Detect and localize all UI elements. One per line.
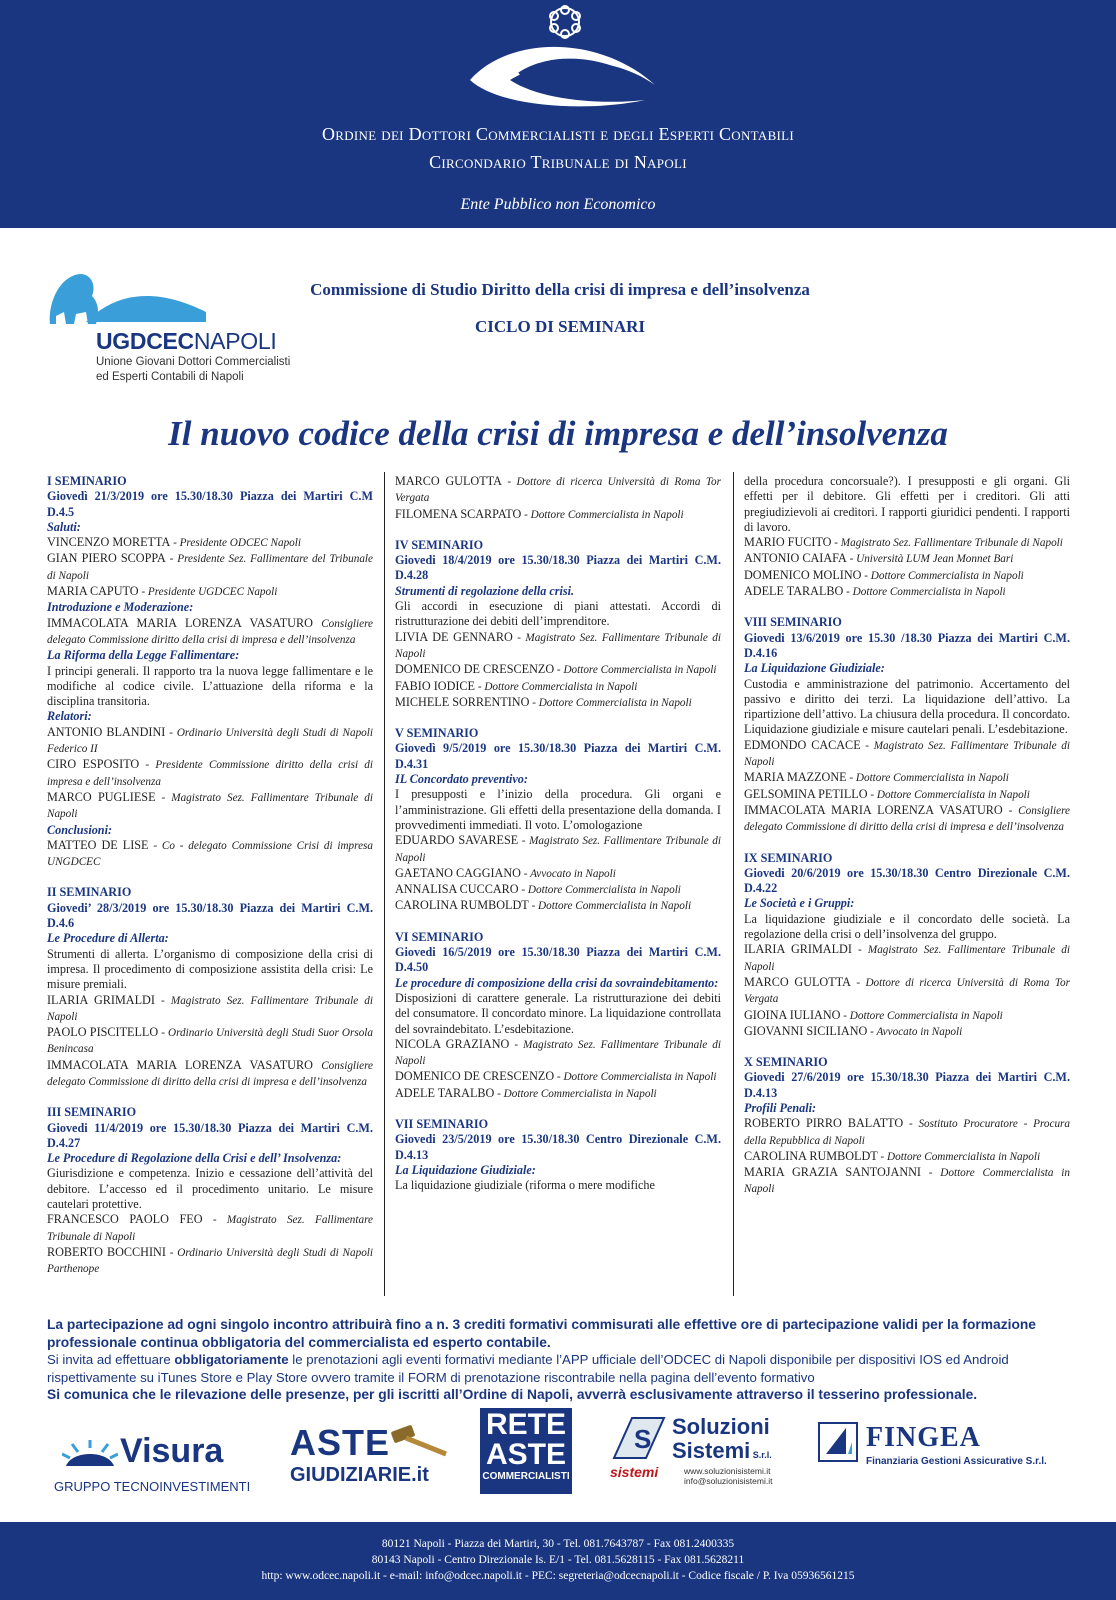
speaker-name: IMMACOLATA MARIA LORENZA VASATURO	[744, 802, 1003, 817]
speaker-entry	[744, 770, 1070, 786]
speaker-name: DOMENICO MOLINO	[744, 567, 862, 582]
fingea-sail-icon	[818, 1422, 858, 1462]
seminar-description: I presupposti e l’inizio della procedura. Gli organi e l’amministrazione. Gli effetti della presentazione della domanda. I provvedimenti immediati. Il voto. L’omologazione	[395, 787, 721, 832]
seminar-topic: Le Procedure di Regolazione della Crisi e dell’ Insolvenza:	[47, 1151, 342, 1166]
seminar-title: IV SEMINARIO	[395, 537, 484, 552]
seminar-topic: Conclusioni:	[47, 822, 113, 837]
speaker-name: EDMONDO CACACE	[744, 737, 861, 752]
seminar-title: II SEMINARIO	[47, 885, 132, 900]
speaker-role: - Dottore Commercialista in Napoli	[475, 680, 638, 693]
seminar-gap	[744, 600, 1070, 615]
seminar-description: La liquidazione giudiziale (riforma o mere modifiche	[395, 1178, 655, 1193]
seminar-description: della procedura concorsuale?). I presupposti e gli organi. Gli effetti per il debitore. Gli effetti per i creditori. Gli atti pregiudizievoli ai creditori. I rapporti giuridici pendenti. I rapporti di lavoro.	[744, 474, 1070, 534]
speaker-role: - Consigliere delegato Commissione di diritto della crisi di impresa e dell’insolvenza	[744, 804, 1070, 834]
speaker-entry	[744, 584, 1070, 600]
seminar-column-2	[395, 474, 721, 1193]
lion-icon	[46, 272, 216, 332]
seminar-title: V SEMINARIO	[395, 726, 479, 741]
speaker-role: - Co - delegato Commissione Crisi di impresa UNGDCEC	[47, 839, 373, 869]
soluzioni-contacts	[684, 1466, 772, 1486]
seminar-gap	[744, 1040, 1070, 1055]
odcec-emblem-icon	[450, 0, 680, 115]
speaker-name: ADELE TARALBO	[744, 584, 844, 599]
speaker-role: - Magistrato Sez. Fallimentare Tribunale di Napoli	[47, 791, 373, 821]
speaker-entry	[47, 1058, 373, 1091]
speaker-role: - Dottore Commercialista in Napoli	[554, 1071, 717, 1084]
speaker-role: - Magistrato Sez. Fallimentare Tribunale di Napoli	[744, 739, 1070, 769]
seminar-gap	[395, 1102, 721, 1117]
commission-title: Commissione di Studio Diritto della crisi di impresa e dell’insolvenza	[310, 280, 810, 299]
speaker-role: - Sostituto Procuratore - Procura della Repubblica di Napoli	[744, 1118, 1070, 1147]
seminar-title: VI SEMINARIO	[395, 929, 484, 944]
seminar-date: Giovedì 21/3/2019 ore 15.30/18.30 Piazza dei Martiri C.M D.4.5	[47, 489, 373, 519]
booking-note	[47, 1351, 1071, 1386]
speaker-entry	[47, 757, 373, 790]
ugdcec-subtitle-2: ed Esperti Contabili di Napoli	[96, 371, 244, 383]
speaker-role: Consigliere delegato Commissione di diritto della crisi di impresa e dell’insolvenza	[47, 1059, 373, 1088]
seminar-title: VIII SEMINARIO	[744, 615, 842, 630]
fingea-subtitle: Finanziaria Gestioni Assicurative S.r.l.	[866, 1456, 1047, 1467]
visura-name: Visura	[120, 1432, 224, 1470]
speaker-name: ANTONIO CAIAFA	[744, 551, 847, 566]
speaker-name: MATTEO DE LISE	[47, 837, 149, 852]
speaker-name: CIRO ESPOSITO	[47, 757, 140, 772]
speaker-name: MARIO FUCITO	[744, 535, 832, 550]
speaker-entry	[395, 1069, 721, 1085]
speaker-role: - Magistrato Sez. Fallimentare Tribunale di Napoli	[395, 1038, 721, 1068]
booking-pre: Si invita ad effettuare	[47, 1352, 175, 1367]
seminar-topic: La Liquidazione Giudiziale:	[395, 1162, 536, 1177]
sponsors-row	[0, 1406, 1116, 1506]
speaker-role: - Magistrato Sez. Fallimentare Tribunale di Napoli	[47, 994, 373, 1023]
seminar-date: Giovedi 27/6/2019 ore 15.30/18.30 Piazza dei Martiri C.M. D.4.13	[744, 1070, 1070, 1100]
speaker-name: GIOVANNI SICILIANO	[744, 1023, 868, 1038]
speaker-name: LIVIA DE GENNARO	[395, 629, 513, 644]
speaker-entry	[395, 882, 721, 898]
speaker-entry	[395, 866, 721, 882]
fingea-name: FINGEA	[866, 1422, 981, 1453]
seminar-description: Disposizioni di carattere generale. La ristrutturazione dei debiti del consumatore. Il concordato minore. La liquidazione controllata del sovraindebitato. L’esdebitazione.	[395, 990, 721, 1036]
speaker-role: - Dottore Commercialista in Napoli	[529, 696, 692, 709]
soluzioni-sistemi-logo	[610, 1414, 790, 1498]
speaker-role: - Dottore Commercialista in Napoli	[843, 586, 1006, 599]
speaker-name: ANTONIO BLANDINI	[47, 724, 166, 739]
booking-bold: obbligatoriamente	[174, 1352, 289, 1367]
seminar-date: Giovedì 9/5/2019 ore 15.30/18.30 Piazza dei Martiri C.M. D.4.31	[395, 741, 721, 771]
credits-note: La partecipazione ad ogni singolo incontro attribuirà fino a n. 3 crediti formativi commisurati alle effettive ore di partecipazione validi per la formazione professionale continua obbligatoria del commercialista ed esperto contabile.	[47, 1317, 1036, 1350]
ente-label: Ente Pubblico non Economico	[460, 196, 656, 213]
soluzioni-sistemi-word: sistemi	[610, 1464, 659, 1480]
speaker-name: ROBERTO PIRRO BALATTO	[744, 1116, 904, 1131]
org-name-line1: Ordine dei Dottori Commercialisti e degli Esperti Contabili	[321, 124, 795, 144]
speaker-name: ILARIA GRIMALDI	[47, 992, 155, 1007]
speaker-role: - Presidente UGDCEC Napoli	[138, 586, 278, 599]
speaker-name: MICHELE SORRENTINO	[395, 694, 530, 709]
seminar-title: III SEMINARIO	[47, 1105, 137, 1120]
speaker-entry	[47, 1212, 373, 1245]
seminar-description: Strumenti di allerta. L’organismo di composizione della crisi di impresa. Il procedimento di composizione assistita della crisi: Le misure premiali.	[47, 946, 373, 992]
column-divider	[733, 472, 734, 1296]
speaker-name: PAOLO PISCITELLO	[47, 1025, 159, 1040]
org-name-line2: Circondario Tribunale di Napoli	[429, 152, 687, 172]
footer-address-1: 80121 Napoli - Piazza dei Martiri, 30 - Tel. 081.7643787 - Fax 081.2400335	[381, 1538, 735, 1550]
speaker-role: - Dottore Commercialista in Napoli	[554, 664, 717, 677]
speaker-entry	[47, 993, 373, 1026]
speaker-name: NICOLA GRAZIANO	[395, 1036, 510, 1051]
speaker-name: IMMACOLATA MARIA LORENZA VASATURO	[47, 1057, 313, 1072]
speaker-name: GIOINA IULIANO	[744, 1007, 841, 1022]
seminar-topic: Relatori:	[47, 709, 92, 724]
soluzioni-name-1: Soluzioni	[672, 1414, 770, 1439]
seminar-topic: Le procedure di composizione della crisi da sovraindebitamento:	[395, 975, 719, 990]
speaker-entry	[47, 838, 373, 871]
speaker-role: - Dottore Commercialista in Napoli	[861, 569, 1024, 582]
seminar-gap	[395, 915, 721, 930]
ugdcec-subtitle-1: Unione Giovani Dottori Commercialisti	[96, 356, 291, 368]
speaker-entry	[395, 898, 721, 914]
speaker-entry	[395, 695, 721, 711]
speaker-name: MARIA MAZZONE	[744, 770, 847, 785]
speaker-role: - Dottore Commercialista in Napoli	[494, 1087, 657, 1100]
speaker-role: - Dottore Commercialista in Napoli	[877, 1150, 1041, 1163]
speaker-role: - Presidente Sez. Fallimentare del Tribunale di Napoli	[47, 553, 373, 582]
speaker-entry	[47, 584, 373, 600]
speaker-name: ILARIA GRIMALDI	[744, 942, 852, 957]
soluzioni-name-2-main: Sistemi	[672, 1438, 751, 1463]
seminar-description: Giurisdizione e competenza. Inizio e cessazione dell’attività del debitore. L’accesso ed il procedimento unitario. Le misure cautelari protettive.	[47, 1166, 373, 1212]
speaker-role: - Dottore Commercialista in Napoli	[846, 772, 1009, 785]
speaker-role: - Magistrato Sez. Fallimentare Tribunale di Napoli	[831, 537, 1063, 550]
speaker-name: MARCO PUGLIESE	[47, 789, 156, 804]
seminar-gap	[47, 870, 373, 885]
soluzioni-emblem-icon	[610, 1414, 668, 1462]
speaker-role: Consigliere delegato Commissione diritto della crisi di impresa e dell’insolvenza	[47, 617, 373, 646]
speaker-role: - Avvocato in Napoli	[520, 867, 616, 880]
speaker-name: GELSOMINA PETILLO	[744, 786, 868, 801]
speaker-entry	[395, 507, 721, 523]
seminar-topic: La Liquidazione Giudiziale:	[744, 661, 885, 676]
speaker-entry	[744, 1165, 1070, 1198]
speaker-role: - Magistrato Sez. Fallimentare Tribunale di Napoli	[395, 835, 721, 864]
seminar-description: Custodia e amministrazione del patrimonio. Accertamento del passivo e diritto dei terzi. La liquidazione dell’attivo. La ripartizione dell’attivo. La chiusura della procedura. Il concordato. Liquidazione giudiziale e misure cautelari penali. L’esdebitazione.	[744, 676, 1070, 737]
speaker-entry	[744, 975, 1070, 1008]
visura-sun-icon	[62, 1440, 118, 1470]
speaker-name: MARIA CAPUTO	[47, 584, 139, 599]
seminar-topic: Strumenti di regolazione della crisi.	[395, 583, 575, 598]
seminar-date: Giovedi 13/6/2019 ore 15.30 /18.30 Piazza dei Martiri C.M. D.4.16	[744, 630, 1070, 660]
speaker-entry	[395, 474, 721, 507]
speaker-entry	[395, 1037, 721, 1070]
notes-section	[47, 1316, 1071, 1404]
speaker-name: VINCENZO MORETTA	[47, 535, 171, 550]
speaker-role: - Ordinario Università degli Studi di Napoli Parthenope	[47, 1246, 373, 1276]
seminar-description: Gli accordi in esecuzione di piani attestati. Accordi di ristrutturazione dei debiti dell’imprenditore.	[395, 599, 721, 629]
speaker-entry	[744, 1024, 1070, 1040]
speaker-entry	[744, 1116, 1070, 1149]
speaker-entry	[744, 568, 1070, 584]
seminar-date: Giovedi’ 28/3/2019 ore 15.30/18.30 Piazza dei Martiri C.M. D.4.6	[47, 900, 373, 931]
footer-address-2: 80143 Napoli - Centro Direzionale Is. E/1 - Tel. 081.5628115 - Fax 081.5628211	[371, 1554, 745, 1566]
seminar-gap	[47, 1090, 373, 1105]
soluzioni-srl: S.r.l.	[750, 1450, 772, 1460]
seminar-description: I principi generali. Il rapporto tra la nuova legge fallimentare e le modifiche al codice civile. L’attuazione della riforma e la disciplina transitoria.	[47, 663, 373, 709]
seminar-topic: Le Società e i Gruppi:	[744, 896, 855, 911]
footer-band	[0, 1522, 1116, 1600]
speaker-name: DOMENICO DE CRESCENZO	[395, 662, 555, 677]
speaker-entry	[47, 1245, 373, 1278]
speaker-entry	[395, 630, 721, 663]
speaker-role: - Presidente Commissione diritto della crisi di impresa e dell’insolvenza	[47, 759, 373, 788]
speaker-entry	[395, 1086, 721, 1102]
seminar-date: Giovedi 20/6/2019 ore 15.30/18.30 Centro Direzionale C.M. D.4.22	[744, 865, 1070, 896]
speaker-name: FILOMENA SCARPATO	[395, 506, 522, 521]
rete-aste-logo	[480, 1408, 572, 1494]
soluzioni-email: info@soluzionisistemi.it	[684, 1476, 773, 1486]
seminar-gap	[395, 523, 721, 538]
speaker-name: EDUARDO SAVARESE	[395, 833, 519, 848]
speaker-role: - Dottore Commercialista in Napoli	[840, 1009, 1003, 1022]
soluzioni-web: www.soluzionisistemi.it	[684, 1466, 771, 1476]
footer-contacts: http: www.odcec.napoli.it - e-mail: info@odcec.napoli.it - PEC: segreteria@odcecnapoli.it - Codice fiscale / P. Iva 05936561215	[261, 1570, 855, 1582]
speaker-entry	[395, 662, 721, 678]
speaker-name: MARCO GULOTTA	[395, 474, 502, 488]
seminar-topic: Saluti:	[47, 519, 81, 534]
rete-line1: RETE	[485, 1408, 566, 1441]
speaker-name: DOMENICO DE CRESCENZO	[395, 1069, 555, 1084]
speaker-name: ANNALISA CUCCARO	[395, 882, 519, 897]
booking-post: le prenotazioni agli eventi formativi mediante l’APP ufficiale dell’ODCEC di Napoli disponibile per dispositivi IOS ed Android rispettivamente su iTunes Store e Play Store ovvero tramite il FORM di prenotazione riscontrabile nella pagina dell’evento formativo	[47, 1352, 1009, 1385]
speaker-entry	[47, 1025, 373, 1058]
seminar-title: VII SEMINARIO	[395, 1116, 489, 1131]
speaker-role: - Dottore Commercialista in Napoli	[744, 1167, 1070, 1196]
svg-text:S: S	[634, 1424, 652, 1454]
speaker-name: GAETANO CAGGIANO	[395, 865, 521, 880]
seminar-topic: La Riforma della Legge Fallimentare:	[47, 648, 240, 663]
speaker-entry	[744, 551, 1070, 567]
seminar-title: X SEMINARIO	[744, 1055, 828, 1070]
seminar-date: Giovedi 16/5/2019 ore 15.30/18.30 Piazza dei Martiri C.M. D.4.50	[395, 945, 721, 975]
speaker-name: CAROLINA RUMBOLDT	[744, 1148, 878, 1163]
seminar-title: IX SEMINARIO	[744, 850, 833, 865]
ugdcec-name-bold: UGDCEC	[96, 328, 194, 354]
speaker-entry	[744, 1008, 1070, 1024]
speaker-role: - Dottore Commercialista in Napoli	[528, 900, 692, 913]
column-divider	[384, 472, 385, 1296]
speaker-role: - Dottore Commercialista in Napoli	[521, 508, 684, 521]
gavel-icon	[382, 1424, 452, 1464]
seminar-gap	[395, 711, 721, 726]
speaker-entry	[744, 1149, 1070, 1165]
speaker-entry	[395, 833, 721, 866]
speaker-name: MARIA GRAZIA SANTOJANNI	[744, 1165, 921, 1180]
speaker-entry	[744, 803, 1070, 836]
speaker-entry	[47, 535, 373, 551]
aste-domain: GIUDIZIARIE.it	[290, 1464, 429, 1486]
speaker-entry	[744, 787, 1070, 803]
speaker-entry	[47, 616, 373, 649]
speaker-name: CAROLINA RUMBOLDT	[395, 898, 529, 913]
speaker-entry	[47, 725, 373, 758]
speaker-role: - Avvocato in Napoli	[867, 1025, 963, 1038]
speaker-entry	[744, 738, 1070, 771]
ugdcec-name-light: NAPOLI	[193, 328, 277, 354]
visura-subtitle: GRUPPO TECNOINVESTIMENTI	[54, 1479, 251, 1494]
seminar-date: Giovedi 23/5/2019 ore 15.30/18.30 Centro Direzionale C.M. D.4.13	[395, 1132, 721, 1162]
seminar-topic: Le Procedure di Allerta:	[47, 931, 169, 946]
speaker-entry	[744, 942, 1070, 975]
seminar-column-3	[744, 474, 1070, 1198]
speaker-role: - Magistrato Sez. Fallimentare Tribunale di Napoli	[47, 1214, 373, 1243]
speaker-name: ROBERTO BOCCHINI	[47, 1244, 166, 1259]
speaker-role: - Ordinario Università degli Studi Suor Orsola Benincasa	[47, 1027, 373, 1056]
attendance-note: Si comunica che le rilevazione delle presenze, per gli iscritti all’Ordine di Napoli, avverrà esclusivamente attraverso il tesserino professionale.	[47, 1387, 978, 1402]
speaker-entry	[744, 535, 1070, 551]
seminar-topic: Introduzione e Moderazione:	[47, 600, 194, 615]
seminar-description: La liquidazione giudiziale e il concordato delle società. La regolazione della crisi o dell’insolvenza del gruppo.	[744, 911, 1070, 942]
soluzioni-name-2	[672, 1438, 772, 1464]
speaker-name: GIAN PIERO SCOPPA	[47, 551, 166, 566]
seminar-topic: Profili Penali:	[744, 1100, 817, 1115]
seminar-date: Giovedi 18/4/2019 ore 15.30/18.30 Piazza dei Martiri C.M. D.4.28	[395, 553, 721, 583]
speaker-role: - Dottore di ricerca Università di Roma Tor Vergata	[744, 976, 1070, 1006]
speaker-role: - Presidente ODCEC Napoli	[170, 537, 301, 550]
cycle-title: CICLO DI SEMINARI	[474, 317, 646, 336]
speaker-role: - Magistrato Sez. Fallimentare Tribunale di Napoli	[744, 944, 1070, 973]
seminar-column-1	[47, 474, 373, 1278]
speaker-name: ADELE TARALBO	[395, 1085, 495, 1100]
speaker-role: - Magistrato Sez. Fallimentare Tribunale di Napoli	[395, 631, 721, 660]
speaker-entry	[395, 679, 721, 695]
seminar-gap	[744, 836, 1070, 851]
speaker-role: - Dottore Commercialista in Napoli	[518, 884, 681, 897]
speaker-role: - Ordinario Università degli Studi di Napoli Federico II	[47, 726, 373, 756]
speaker-entry	[47, 790, 373, 823]
aste-name: ASTE	[290, 1422, 391, 1463]
speaker-role: - Università LUM Jean Monnet Bari	[846, 553, 1014, 566]
speaker-role: - Dottore Commercialista in Napoli	[867, 788, 1030, 801]
speaker-role: - Dottore di ricerca Università di Roma Tor Vergata	[395, 476, 721, 505]
rete-line2: ASTE	[485, 1438, 566, 1471]
seminar-date: Giovedi 11/4/2019 ore 15.30/18.30 Piazza dei Martiri C.M. D.4.27	[47, 1120, 373, 1150]
speaker-name: FRANCESCO PAOLO FEO	[47, 1212, 203, 1227]
rete-line3: COMMERCIALISTI	[482, 1471, 570, 1482]
seminar-title: I SEMINARIO	[47, 474, 127, 488]
header-band	[0, 0, 1116, 228]
seminar-topic: IL Concordato preventivo:	[395, 772, 528, 787]
speaker-name: FABIO IODICE	[395, 678, 476, 693]
speaker-entry	[47, 551, 373, 584]
speaker-name: IMMACOLATA MARIA LORENZA VASATURO	[47, 615, 313, 630]
main-title: Il nuovo codice della crisi di impresa e dell’insolvenza	[168, 414, 948, 453]
speaker-name: MARCO GULOTTA	[744, 974, 851, 989]
